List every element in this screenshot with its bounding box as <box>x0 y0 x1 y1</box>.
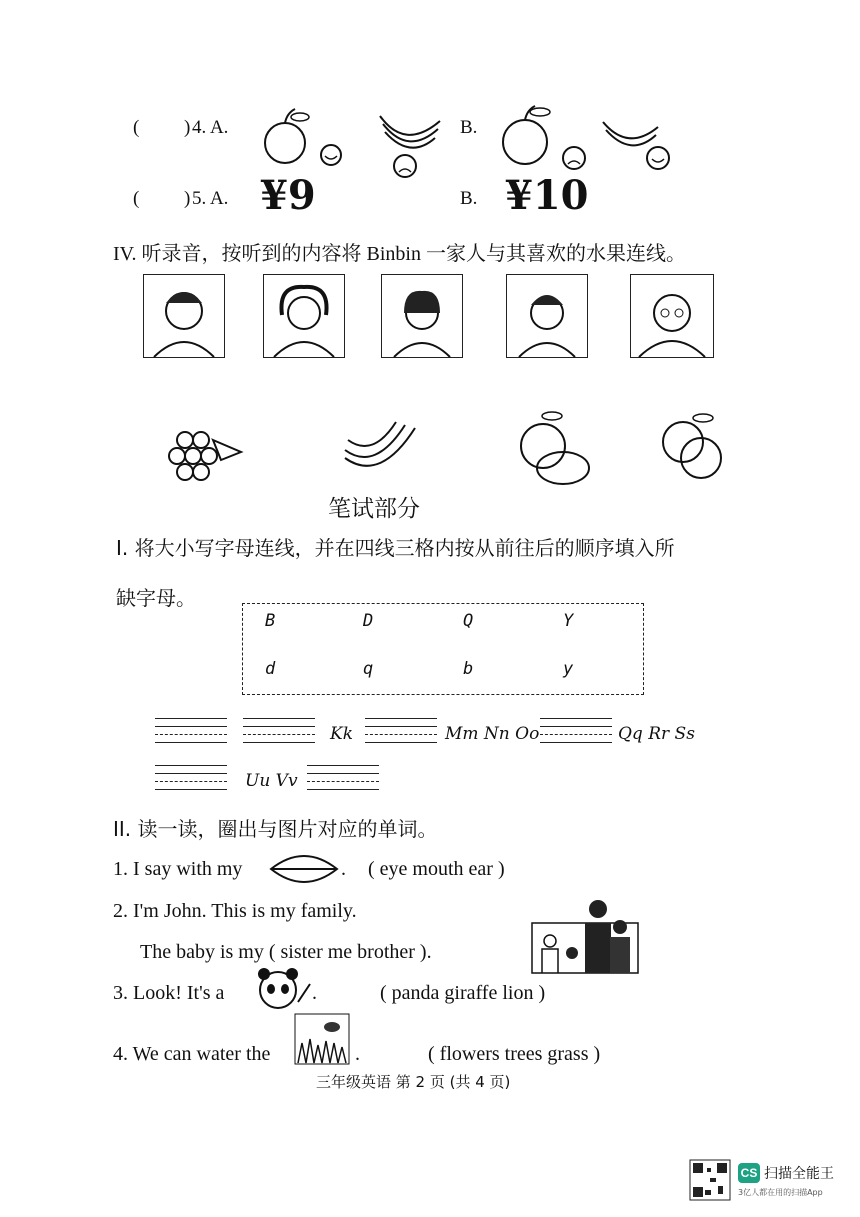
q4-options[interactable]: ( flowers trees grass ) <box>428 1043 601 1065</box>
section-iv-title: IV. 听录音，按听到的内容将 Binbin 一家人与其喜欢的水果连线。 <box>113 243 686 265</box>
apple-smile-icon <box>255 103 350 168</box>
writing-grid-blank[interactable] <box>307 765 379 797</box>
qr-code-icon <box>690 1160 730 1200</box>
mouth-icon <box>268 852 340 886</box>
answer-paren-close: ) <box>184 117 191 138</box>
question-number: 4. A. <box>192 117 229 138</box>
question-number: 5. A. <box>192 188 229 209</box>
writing-grid-blank[interactable] <box>540 718 612 750</box>
family-photo-icon <box>530 895 640 975</box>
q1-end: . <box>341 858 346 880</box>
lower-letter[interactable]: d <box>265 659 276 679</box>
page-footer: 三年级英语 第 2 页 (共 4 页) <box>316 1073 511 1091</box>
q3-options[interactable]: ( panda giraffe lion ) <box>380 982 546 1004</box>
written-heading: 笔试部分 <box>328 496 420 522</box>
banana-sad-icon <box>375 106 445 181</box>
given-letters: Qq Rr Ss <box>618 724 695 744</box>
given-letters: Kk <box>330 724 354 744</box>
q3-end: . <box>312 982 317 1004</box>
section-ii-title: II. 读一读，圈出与图片对应的单词。 <box>113 817 438 841</box>
scanner-brand: 扫描全能王 <box>764 1166 834 1182</box>
portrait-father <box>143 274 225 358</box>
section-i-title-line1: I. 将大小写字母连线，并在四线三格内按从前往后的顺序填入所 <box>116 536 675 560</box>
lower-letter[interactable]: b <box>463 659 474 679</box>
upper-letter[interactable]: D <box>363 611 374 631</box>
panda-icon <box>250 962 312 1012</box>
apple-sad-icon <box>490 100 590 170</box>
writing-grid-blank[interactable] <box>155 718 227 750</box>
apples-icon <box>655 408 730 483</box>
answer-paren-open: ( <box>133 117 140 138</box>
letter-matching-box <box>242 603 644 695</box>
q4-text: 4. We can water the <box>113 1043 271 1065</box>
lower-letter[interactable]: q <box>363 659 374 679</box>
portrait-boy <box>506 274 588 358</box>
given-letters: Mm Nn Oo <box>445 724 540 744</box>
option-b-label: B. <box>460 188 478 209</box>
grapes-icon <box>155 410 245 490</box>
section-i-title-line2: 缺字母。 <box>116 586 196 610</box>
price-b: ¥10 <box>505 172 589 219</box>
oranges-icon <box>508 408 603 488</box>
q4-end: . <box>355 1043 360 1065</box>
q1-options[interactable]: ( eye mouth ear ) <box>368 858 505 880</box>
upper-letter[interactable]: Y <box>563 611 574 631</box>
price-a: ¥9 <box>260 172 316 219</box>
option-b-label: B. <box>460 117 478 138</box>
scanner-badge-icon: CS <box>738 1163 760 1183</box>
upper-letter[interactable]: B <box>265 611 276 631</box>
portrait-grandfather <box>630 274 714 358</box>
portrait-mother <box>263 274 345 358</box>
q2-line1: 2. I'm John. This is my family. <box>113 900 357 922</box>
answer-paren-open: ( <box>133 188 140 209</box>
upper-letter[interactable]: Q <box>463 611 474 631</box>
lower-letter[interactable]: y <box>563 659 574 679</box>
q3-text: 3. Look! It's a <box>113 982 225 1004</box>
banana-smile-icon <box>598 112 678 174</box>
q2-line2[interactable]: The baby is my ( sister me brother ). <box>140 941 432 963</box>
grass-icon <box>294 1013 350 1065</box>
q1-text: 1. I say with my <box>113 858 243 880</box>
bananas-icon <box>340 418 420 478</box>
scanner-tagline: 3亿人都在用的扫描App <box>738 1188 823 1197</box>
writing-grid-blank[interactable] <box>365 718 437 750</box>
portrait-girl <box>381 274 463 358</box>
writing-grid-blank[interactable] <box>155 765 227 797</box>
answer-paren-close: ) <box>184 188 191 209</box>
given-letters: Uu Vv <box>245 771 298 791</box>
writing-grid-blank[interactable] <box>243 718 315 750</box>
